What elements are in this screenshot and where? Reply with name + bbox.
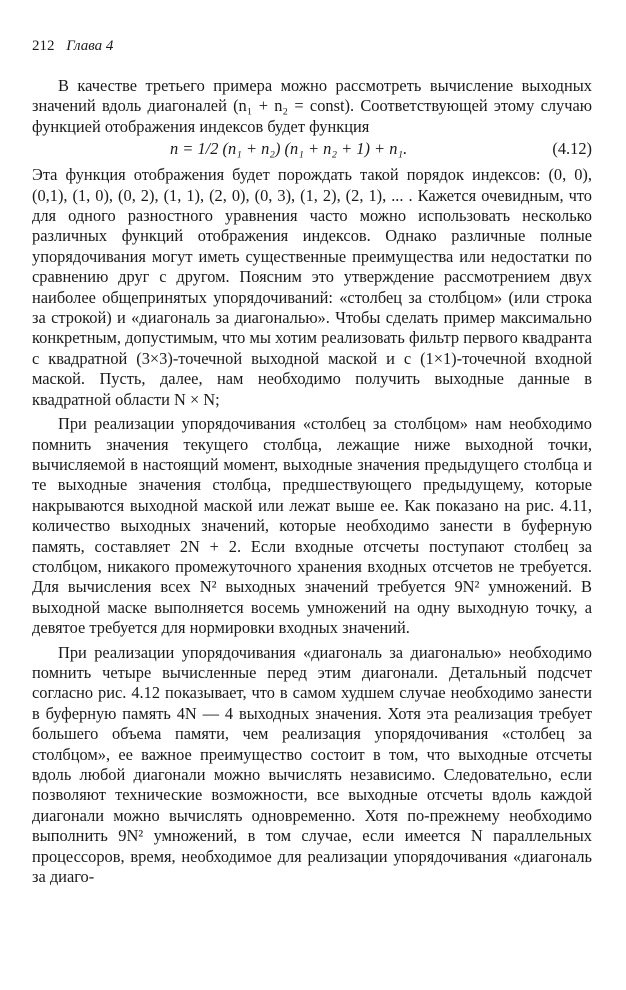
equation-number: (4.12) xyxy=(552,139,592,159)
paragraph-1: В качестве третьего примера можно рассмотреть вычисление выходных значений вдоль диагоналей (n₁ + n₂ = const). Соответствующей этому случаю функцией отображения индексов будет функция xyxy=(32,76,592,136)
paragraph-3: При реализации упорядочивания «столбец за столбцом» нам необходимо помнить значения текущего столбца, лежащие ниже выходной точки, вычисляемой в настоящий момент, выходные значения предыдущего столбца и те выходные значения столбца, предшествующего предыдущему, которые накрываются выходной маской или лежат выше ее. Как показано на рис. 4.11, количество выходных значений, которые необходимо занести в буферную память, составляет 2N + 2. Если входные отсчеты поступают столбец за столбцом, никакого промежуточного хранения входных отсчетов не требуется. Для вычисления всех N² выходных значений требуется 9N² умножений. В выходной маске выполняется восемь умножений на одну выходную точку, а девятое требуется для нормировки входных значений. xyxy=(32,414,592,638)
chapter-title: Глава 4 xyxy=(66,38,114,54)
running-head xyxy=(32,38,592,58)
paragraph-2: Эта функция отображения будет порождать такой порядок индексов: (0, 0), (0,1), (1, 0), (0, 2), (1, 1), (2, 0), (0, 3), (1, 2), (2, 1), ... . Кажется очевидным, что для одного разностного уравнения часто можно использовать несколько различных функций отображения индексов. Однако различные полные упорядочивания могут иметь существенные преимущества или недостатки по сравнению друг с другом. Поясним это утверждение рассмотрением двух наиболее общепринятых упорядочиваний: «столбец за столбцом» (или строка за строкой) и «диагональ за диагональю». Чтобы сделать пример максимально конкретным, допустимым, что мы хотим реализовать фильтр первого квадранта с квадратной (3×3)-точечной выходной маской и с (1×1)-точечной входной маской. Пусть, далее, нам необходимо получить выходные данные в квадратной области N × N; xyxy=(32,165,592,409)
book-page xyxy=(32,38,592,887)
paragraph-4: При реализации упорядочивания «диагональ за диагональю» необходимо помнить четыре вычисленные перед этим диагонали. Детальный подсчет согласно рис. 4.12 показывает, что в самом худшем случае необходимо занести в буферную память 4N — 4 выходных значения. Хотя эта реализация требует большего объема памяти, чем реализация упорядочивания «столбец за столбцом», ее важное преимущество состоит в том, что выходные отсчеты вдоль любой диагонали можно вычислять независимо. Следовательно, если позволяют технические возможности, все выходные отсчеты вдоль каждой диагонали можно вычислять одновременно. Хотя по-прежнему необходимо выполнить 9N² умножений, в том случае, если имеется N параллельных процессоров, время, необходимое для реализации упорядочивания «диагональ за диаго- xyxy=(32,642,592,887)
equation-formula: n = 1/2 (n₁ + n₂) (n₁ + n₂ + 1) + n₁. xyxy=(170,139,408,159)
equation-4-12 xyxy=(32,139,592,161)
page-number: 212 xyxy=(32,38,55,54)
